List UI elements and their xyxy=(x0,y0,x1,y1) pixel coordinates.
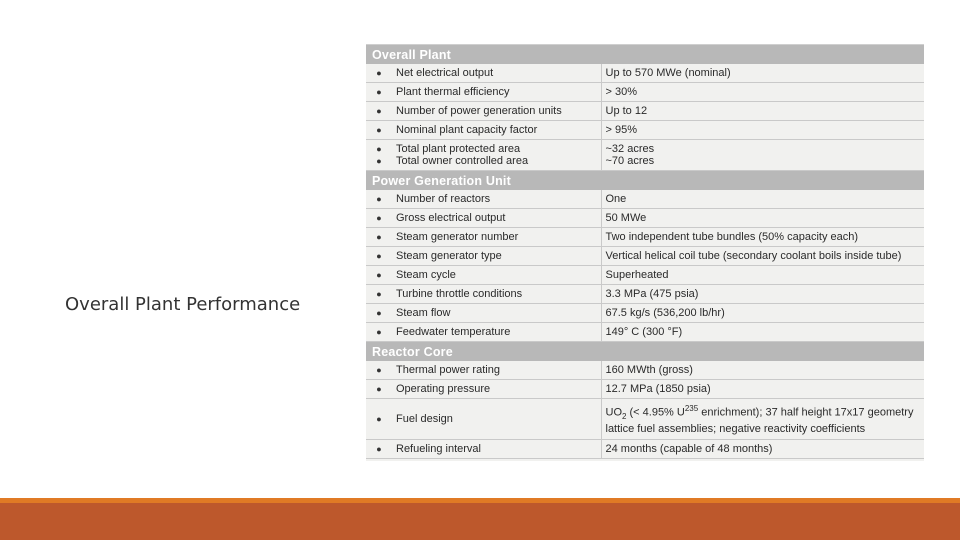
row-value: One xyxy=(601,190,924,209)
spec-table xyxy=(366,45,924,459)
bullet-icon: ● xyxy=(366,323,392,342)
row-label: Gross electrical output xyxy=(392,209,601,228)
row-label: Number of reactors xyxy=(392,190,601,209)
bullet-icon: ● xyxy=(366,247,392,266)
row-value: 50 MWe xyxy=(601,209,924,228)
bullet-icon: ● xyxy=(366,285,392,304)
fuel-uo: UO xyxy=(605,406,622,419)
bullet-icon: ● xyxy=(366,190,392,209)
row-label: Operating pressure xyxy=(392,380,601,399)
table-row-double xyxy=(366,140,924,171)
fuel-rest: enrichment); 37 half height 17x17 geometry xyxy=(698,406,914,419)
bullet-icon: ● xyxy=(366,64,392,83)
row-value-pair xyxy=(601,140,924,171)
row-label: Thermal power rating xyxy=(392,361,601,380)
bullet-icon: ● xyxy=(366,228,392,247)
bullet-icon: ● xyxy=(366,361,392,380)
row-value: 149° C (300 °F) xyxy=(601,323,924,342)
table-row xyxy=(366,228,924,247)
row-label: Total owner controlled area xyxy=(396,155,529,167)
row-label: Steam cycle xyxy=(392,266,601,285)
row-label: Steam flow xyxy=(392,304,601,323)
bullet-icon: ● xyxy=(366,440,392,459)
table-row xyxy=(366,102,924,121)
bullet-icon: ● xyxy=(366,102,392,121)
table-row xyxy=(366,361,924,380)
row-value: ~32 acres xyxy=(605,143,655,155)
table-row-fuel-design xyxy=(366,399,924,440)
table-row xyxy=(366,323,924,342)
table-row xyxy=(366,209,924,228)
row-label-pair xyxy=(392,140,601,171)
row-value: Up to 570 MWe (nominal) xyxy=(601,64,924,83)
bullet-icon: ● xyxy=(366,266,392,285)
table-row xyxy=(366,190,924,209)
bullet-icon: ● xyxy=(366,304,392,323)
row-value: Vertical helical coil tube (secondary coolant boils inside tube) xyxy=(601,247,924,266)
row-value: > 95% xyxy=(601,121,924,140)
row-value-fuel xyxy=(601,399,924,440)
table-row xyxy=(366,440,924,459)
table-row xyxy=(366,304,924,323)
fuel-line2: lattice fuel assemblies; negative reactivity coefficients xyxy=(605,422,866,435)
footer-bar xyxy=(0,503,960,540)
plant-spec-table-image xyxy=(366,44,924,461)
table-row xyxy=(366,64,924,83)
row-value: 160 MWth (gross) xyxy=(601,361,924,380)
bullet-icon: ● xyxy=(366,121,392,140)
row-label: Steam generator number xyxy=(392,228,601,247)
bullet-icon: ● xyxy=(366,83,392,102)
row-value: 24 months (capable of 48 months) xyxy=(601,440,924,459)
bullet-icon: ● xyxy=(376,156,382,166)
fuel-uo-subscript: 2 xyxy=(622,411,627,421)
table-row xyxy=(366,380,924,399)
row-label: Net electrical output xyxy=(392,64,601,83)
section-title: Reactor Core xyxy=(366,342,924,362)
section-header-reactor-core xyxy=(366,342,924,362)
row-label: Number of power generation units xyxy=(392,102,601,121)
row-value: 67.5 kg/s (536,200 lb/hr) xyxy=(601,304,924,323)
table-row xyxy=(366,121,924,140)
slide-title: Overall Plant Performance xyxy=(65,294,301,315)
row-label: Steam generator type xyxy=(392,247,601,266)
row-label: Total plant protected area xyxy=(396,143,521,155)
bullet-icon: ● xyxy=(376,144,382,154)
row-value: ~70 acres xyxy=(605,155,655,167)
row-value: Superheated xyxy=(601,266,924,285)
fuel-mid: (< 4.95% U xyxy=(626,406,685,419)
bullet-icon: ● xyxy=(366,380,392,399)
bullet-icon: ● xyxy=(366,209,392,228)
table-row xyxy=(366,266,924,285)
fuel-u-superscript: 235 xyxy=(684,404,699,414)
section-title: Overall Plant xyxy=(366,45,924,64)
row-label: Fuel design xyxy=(392,399,601,440)
row-value: Two independent tube bundles (50% capacity each) xyxy=(601,228,924,247)
section-title: Power Generation Unit xyxy=(366,171,924,191)
row-label: Refueling interval xyxy=(392,440,601,459)
table-row xyxy=(366,285,924,304)
table-row xyxy=(366,247,924,266)
row-label: Feedwater temperature xyxy=(392,323,601,342)
table-row xyxy=(366,83,924,102)
row-label: Turbine throttle conditions xyxy=(392,285,601,304)
row-value: Up to 12 xyxy=(601,102,924,121)
row-label: Plant thermal efficiency xyxy=(392,83,601,102)
row-value: 3.3 MPa (475 psia) xyxy=(601,285,924,304)
section-header-power-generation-unit xyxy=(366,171,924,191)
row-label: Nominal plant capacity factor xyxy=(392,121,601,140)
row-value: > 30% xyxy=(601,83,924,102)
bullet-icon-pair xyxy=(366,140,392,171)
section-header-overall-plant xyxy=(366,45,924,64)
bullet-icon: ● xyxy=(366,399,392,440)
row-value: 12.7 MPa (1850 psia) xyxy=(601,380,924,399)
